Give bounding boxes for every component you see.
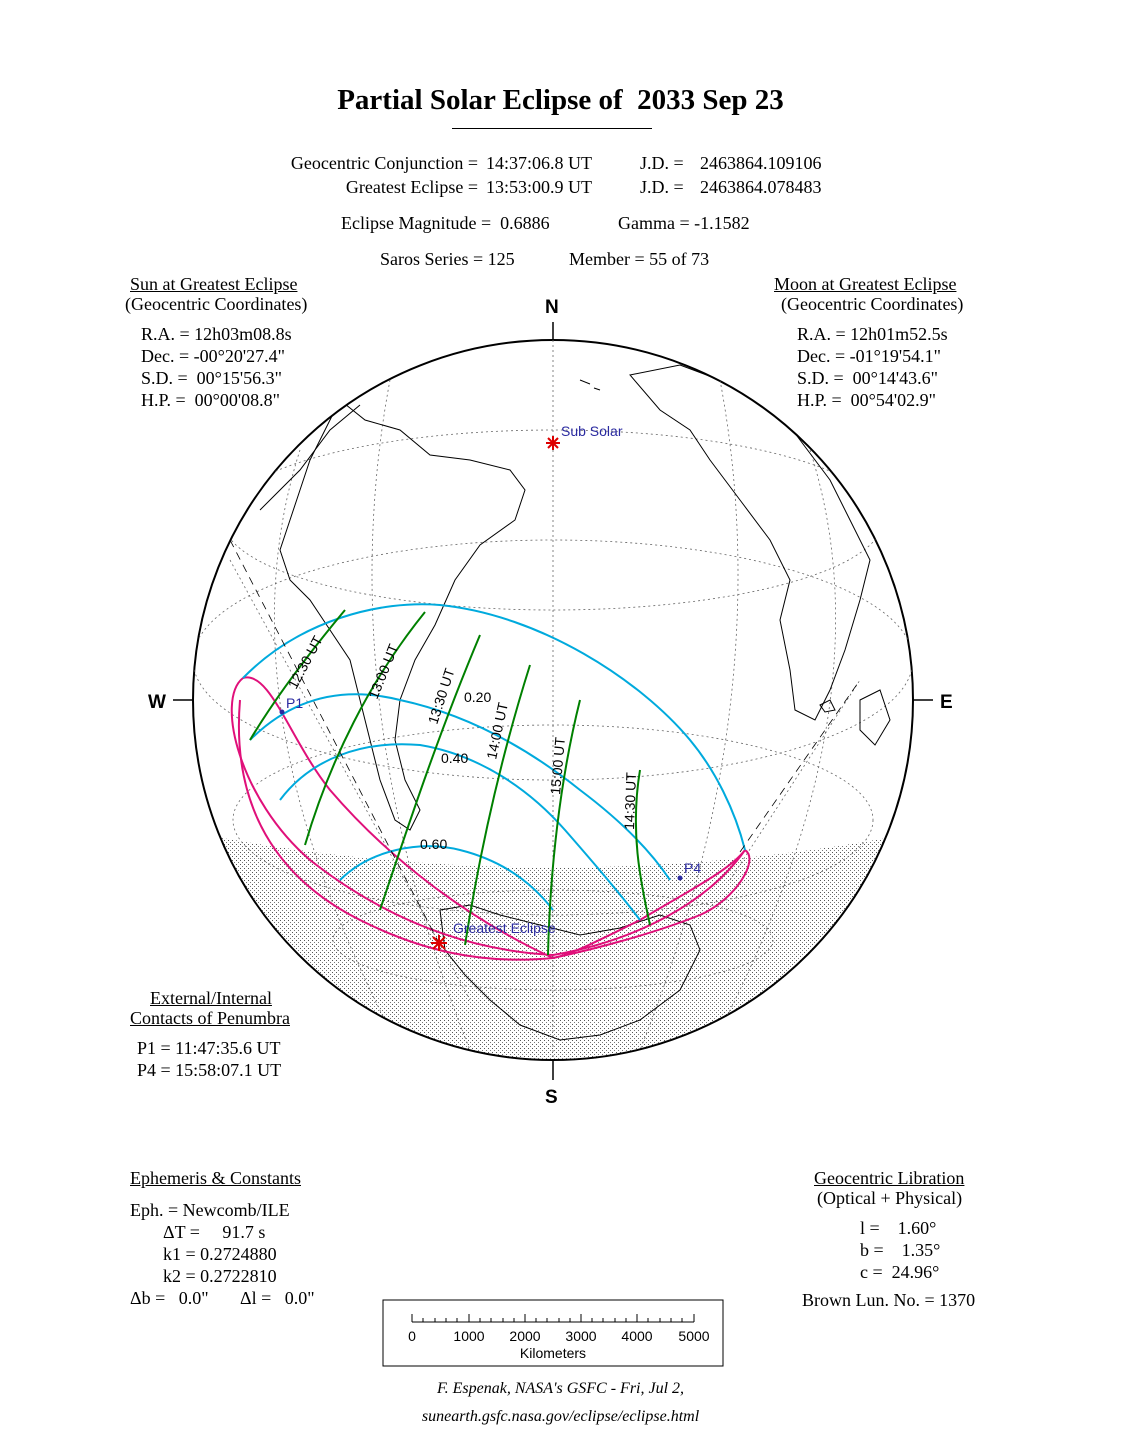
conjunction-label: Geocentric Conjunction = (290, 153, 478, 173)
compass-s: S (545, 1087, 558, 1108)
ephemeris-k2: k2 = 0.2722810 (163, 1266, 277, 1286)
p4-label: P4 (684, 860, 702, 876)
compass-w: W (148, 692, 166, 713)
eclipse-magnitude: Eclipse Magnitude = 0.6886 (341, 213, 550, 233)
time-label-1430: 14:30 UT (621, 771, 640, 831)
compass-n: N (545, 297, 559, 318)
brown-lunation: Brown Lun. No. = 1370 (802, 1290, 976, 1310)
moon-ra: R.A. = 12h01m52.5s (797, 324, 948, 344)
moon-hp: H.P. = 00°54'02.9" (797, 390, 936, 410)
sun-heading: Sun at Greatest Eclipse (130, 274, 298, 294)
scale-tick-1000: 1000 (453, 1328, 485, 1344)
time-label-1230: 12:30 UT (284, 633, 326, 692)
scale-tick-2000: 2000 (509, 1328, 541, 1344)
sun-hp: H.P. = 00°00'08.8" (141, 390, 280, 410)
ephemeris-eph: Eph. = Newcomb/ILE (130, 1200, 290, 1220)
gamma: Gamma = -1.1582 (618, 213, 750, 233)
scale-tick-5000: 5000 (678, 1328, 710, 1344)
magnitude-label-040: 0.40 (441, 750, 469, 766)
ephemeris-heading: Ephemeris & Constants (130, 1168, 301, 1188)
conjunction-jd-label: J.D. = (640, 153, 684, 173)
conjunction-jd: 2463864.109106 (700, 153, 822, 173)
greatest-eclipse-label: Greatest Eclipse (453, 920, 556, 936)
p1-point (280, 710, 285, 715)
moon-sd: S.D. = 00°14'43.6" (797, 368, 938, 388)
time-label-1300: 13:00 UT (364, 641, 402, 702)
greatest-time: 13:53:00.9 UT (486, 177, 592, 197)
magnitude-label-020: 0.20 (464, 689, 492, 705)
libration-c: c = 24.96° (860, 1262, 940, 1282)
ephemeris-delta-t: ΔT = 91.7 s (163, 1222, 266, 1242)
magnitude-label-060: 0.60 (420, 836, 448, 852)
scale-tick-4000: 4000 (621, 1328, 653, 1344)
p4-point (678, 876, 683, 881)
scale-unit: Kilometers (519, 1345, 587, 1361)
saros-member: Member = 55 of 73 (569, 249, 710, 269)
page-title: Partial Solar Eclipse of 2033 Sep 23 (337, 84, 784, 116)
sub-solar-label: Sub Solar (561, 423, 623, 439)
time-label-1500: 15:00 UT (547, 736, 569, 796)
moon-dec: Dec. = -01°19'54.1" (797, 346, 941, 366)
credit-author: F. Espenak, NASA's GSFC - Fri, Jul 2, (436, 1380, 685, 1397)
libration-heading: Geocentric Libration (814, 1168, 965, 1188)
scale-tick-3000: 3000 (565, 1328, 597, 1344)
moon-heading: Moon at Greatest Eclipse (774, 274, 957, 294)
libration-subheading: (Optical + Physical) (817, 1188, 963, 1208)
greatest-jd: 2463864.078483 (700, 177, 822, 197)
greatest-jd-label: J.D. = (640, 177, 684, 197)
ephemeris-delta-l: Δl = 0.0" (240, 1288, 315, 1308)
compass-e: E (940, 692, 953, 713)
contacts-heading-1: External/Internal (150, 988, 272, 1008)
contact-p4: P4 = 15:58:07.1 UT (137, 1060, 282, 1080)
moon-subheading: (Geocentric Coordinates) (781, 294, 964, 314)
time-label-1400: 14:00 UT (483, 700, 511, 761)
greatest-eclipse-marker (431, 935, 447, 951)
libration-l: l = 1.60° (860, 1218, 937, 1238)
libration-b: b = 1.35° (860, 1240, 941, 1260)
sun-subheading: (Geocentric Coordinates) (125, 294, 308, 314)
contact-p1: P1 = 11:47:35.6 UT (137, 1038, 281, 1058)
sub-solar-marker (546, 436, 560, 450)
greatest-label: Greatest Eclipse = (345, 177, 478, 197)
sun-dec: Dec. = -00°20'27.4" (141, 346, 285, 366)
scale-tick-0: 0 (408, 1328, 416, 1344)
conjunction-time: 14:37:06.8 UT (486, 153, 592, 173)
ephemeris-delta-b: Δb = 0.0" (130, 1288, 209, 1308)
sun-sd: S.D. = 00°15'56.3" (141, 368, 282, 388)
credit-url: sunearth.gsfc.nasa.gov/eclipse/eclipse.html (421, 1408, 700, 1425)
sun-ra: R.A. = 12h03m08.8s (141, 324, 292, 344)
ephemeris-k1: k1 = 0.2724880 (163, 1244, 277, 1264)
time-label-1330: 13:30 UT (424, 666, 458, 726)
scale-bar (412, 1314, 694, 1322)
p1-label: P1 (286, 695, 304, 711)
saros-series: Saros Series = 125 (380, 249, 515, 269)
contacts-heading-2: Contacts of Penumbra (130, 1008, 290, 1028)
